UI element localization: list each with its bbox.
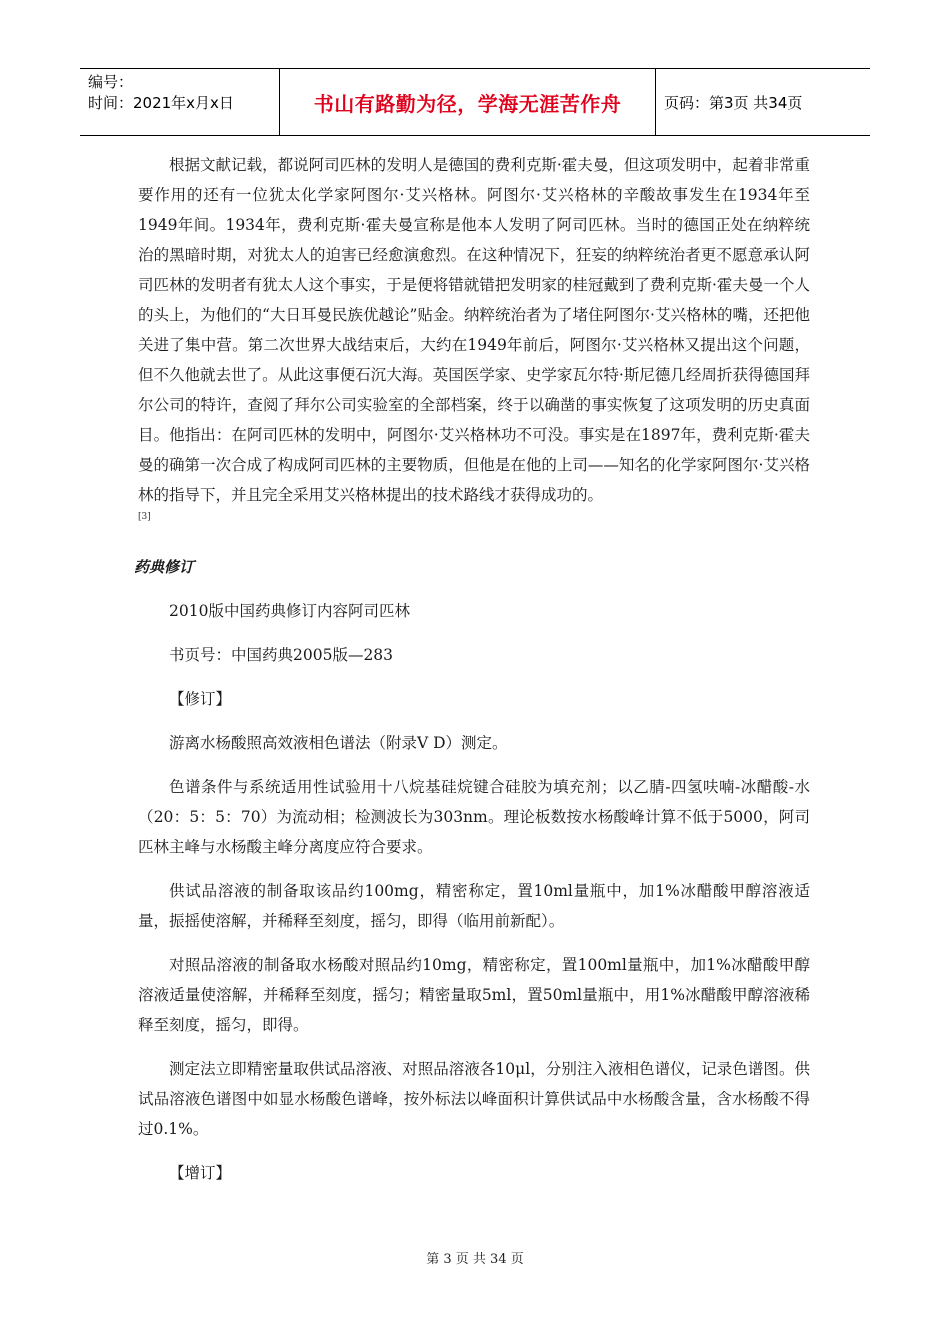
header-number-label: 编号： <box>88 73 134 91</box>
header-page-info <box>656 69 870 135</box>
addition-label: 【增订】 <box>169 1164 232 1182</box>
header-time-label: 时间：2021年x月x日 <box>88 94 234 112</box>
revision-label: 【修订】 <box>169 690 232 708</box>
header-motto-cell <box>280 69 656 135</box>
reference-solution-preparation: 对照品溶液的制备取水杨酸对照品约10mg，精密称定，置100ml量瓶中，加1%冰醋酸甲醇溶液适量使溶解，并稀释至刻度，摇匀；精密量取5ml，置50ml量瓶中，用1%冰醋酸甲醇溶液稀释至刻度，摇匀，即得。 <box>138 956 810 1034</box>
document-body <box>134 150 810 1188</box>
section-heading-pharmacopoeia: 药典修订 <box>134 558 195 576</box>
page-header <box>80 68 870 136</box>
test-solution-preparation: 供试品溶液的制备取该品约100mg，精密称定，置10ml量瓶中，加1%冰醋酸甲醇溶液适量，振摇使溶解，并稀释至刻度，摇匀，即得（临用前新配）。 <box>138 882 810 930</box>
pharmacopoeia-page-ref: 书页号：中国药典2005版—283 <box>169 646 394 664</box>
header-motto: 书山有路勤为径，学海无涯苦作舟 <box>313 91 622 116</box>
citation-mark: [3] <box>138 512 151 522</box>
header-page-info-text: 页码：第3页 共34页 <box>664 93 803 112</box>
determination-method: 测定法立即精密量取供试品溶液、对照品溶液各10μl，分别注入液相色谱仪，记录色谱图。供试品溶液色谱图中如显水杨酸色谱峰，按外标法以峰面积计算供试品中水杨酸含量，含水杨酸不得过0.1%。 <box>138 1060 810 1138</box>
pharmacopoeia-title: 2010版中国药典修订内容阿司匹林 <box>169 602 410 620</box>
header-meta <box>80 69 280 135</box>
chromatographic-conditions: 色谱条件与系统适用性试验用十八烷基硅烷键合硅胶为填充剂；以乙腈-四氢呋喃-冰醋酸-水（20：5：5：70）为流动相；检测波长为303nm。理论板数按水杨酸峰计算不低于5000，阿司匹林主峰与水杨酸主峰分离度应符合要求。 <box>138 778 810 856</box>
free-salicylic-acid-method: 游离水杨酸照高效液相色谱法（附录Ⅴ D）测定。 <box>169 734 508 752</box>
page-footer: 第 3 页 共 34 页 <box>426 1252 524 1267</box>
history-paragraph: 根据文献记载，都说阿司匹林的发明人是德国的费利克斯·霍夫曼，但这项发明中，起着非常重要作用的还有一位犹太化学家阿图尔·艾兴格林。阿图尔·艾兴格林的辛酸故事发生在1934年至1949年间。1934年，费利克斯·霍夫曼宣称是他本人发明了阿司匹林。当时的德国正处在纳粹统治的黑暗时期，对犹太人的迫害已经愈演愈烈。在这种情况下，狂妄的纳粹统治者更不愿意承认阿司匹林的发明者有犹太人这个事实，于是便将错就错把发明家的桂冠戴到了费利克斯·霍夫曼一个人的头上，为他们的“大日耳曼民族优越论”贴金。纳粹统治者为了堵住阿图尔·艾兴格林的嘴，还把他关进了集中营。第二次世界大战结束后，大约在1949年前后，阿图尔·艾兴格林又提出这个问题，但不久他就去世了。从此这事便石沉大海。英国医学家、史学家瓦尔特·斯尼德几经周折获得德国拜尔公司的特许，查阅了拜尔公司实验室的全部档案，终于以确凿的事实恢复了这项发明的历史真面目。他指出：在阿司匹林的发明中，阿图尔·艾兴格林功不可没。事实是在1897年，费利克斯·霍夫曼的确第一次合成了构成阿司匹林的主要物质，但他是在他的上司——知名的化学家阿图尔·艾兴格林的指导下，并且完全采用艾兴格林提出的技术路线才获得成功的。 <box>138 156 810 504</box>
